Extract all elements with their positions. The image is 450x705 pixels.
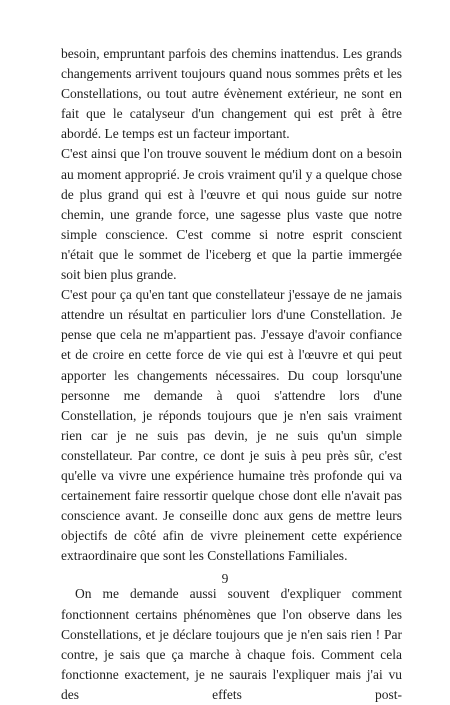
- paragraph-1: besoin, empruntant parfois des chemins inattendus. Les grands changements arrivent toujours quand nous sommes prêts et les Constellations, ou tout autre évènement extérieur, ne sont en fait que le catalyseur d'un changement qui est prêt à être abordé. Le temps est un facteur important.: [61, 46, 402, 142]
- paragraph-3: C'est pour ça qu'en tant que constellateur j'essaye de ne jamais attendre un résultat en particulier lors d'une Constellation. Je pense que cela ne m'appartient pas. J'essaye d'avoir confiance et de croire en cette force de vie qui est à l'œuvre et qui peut apporter les changements nécessaires. Du coup lorsqu'une personne me demande à quoi s'attendre lors d'une Constellation, je réponds toujours que je n'en sais vraiment rien car je ne suis pas devin, je ne suis qu'un simple constellateur. Par contre, ce dont je suis à peu près sûr, c'est qu'elle va vivre une expérience humaine très profonde qui va certainement faire ressortir quelque chose dont elle n'avait pas conscience avant. Je conseille donc aux gens de mettre leurs objectifs de côté afin de vivre pleinement cette expérience extraordinaire que sont les Constellations Familiales.: [61, 287, 402, 564]
- body-text: [61, 44, 402, 705]
- page-number: 9: [221, 571, 229, 586]
- paragraph-2: C'est ainsi que l'on trouve souvent le médium dont on a besoin au moment approprié. Je crois vraiment qu'il y a quelque chose de plus grand qui est à l'œuvre et qui nous guide sur notre chemin, une grande force, une sagesse plus vaste que notre simple conscience. C'est comme si notre esprit conscient n'était que le sommet de l'iceberg et que la partie immergée soit bien plus grande.: [61, 146, 402, 283]
- paragraph-4: On me demande aussi souvent d'expliquer comment fonctionnent certains phénomènes que l'on observe dans les Constellations, et je déclare toujours que je n'en sais rien ! Par contre, je sais que ça marche à chaque fois. Comment cela fonctionne exactement, je ne saurais l'expliquer mais j'ai vu des effets post-: [61, 586, 402, 702]
